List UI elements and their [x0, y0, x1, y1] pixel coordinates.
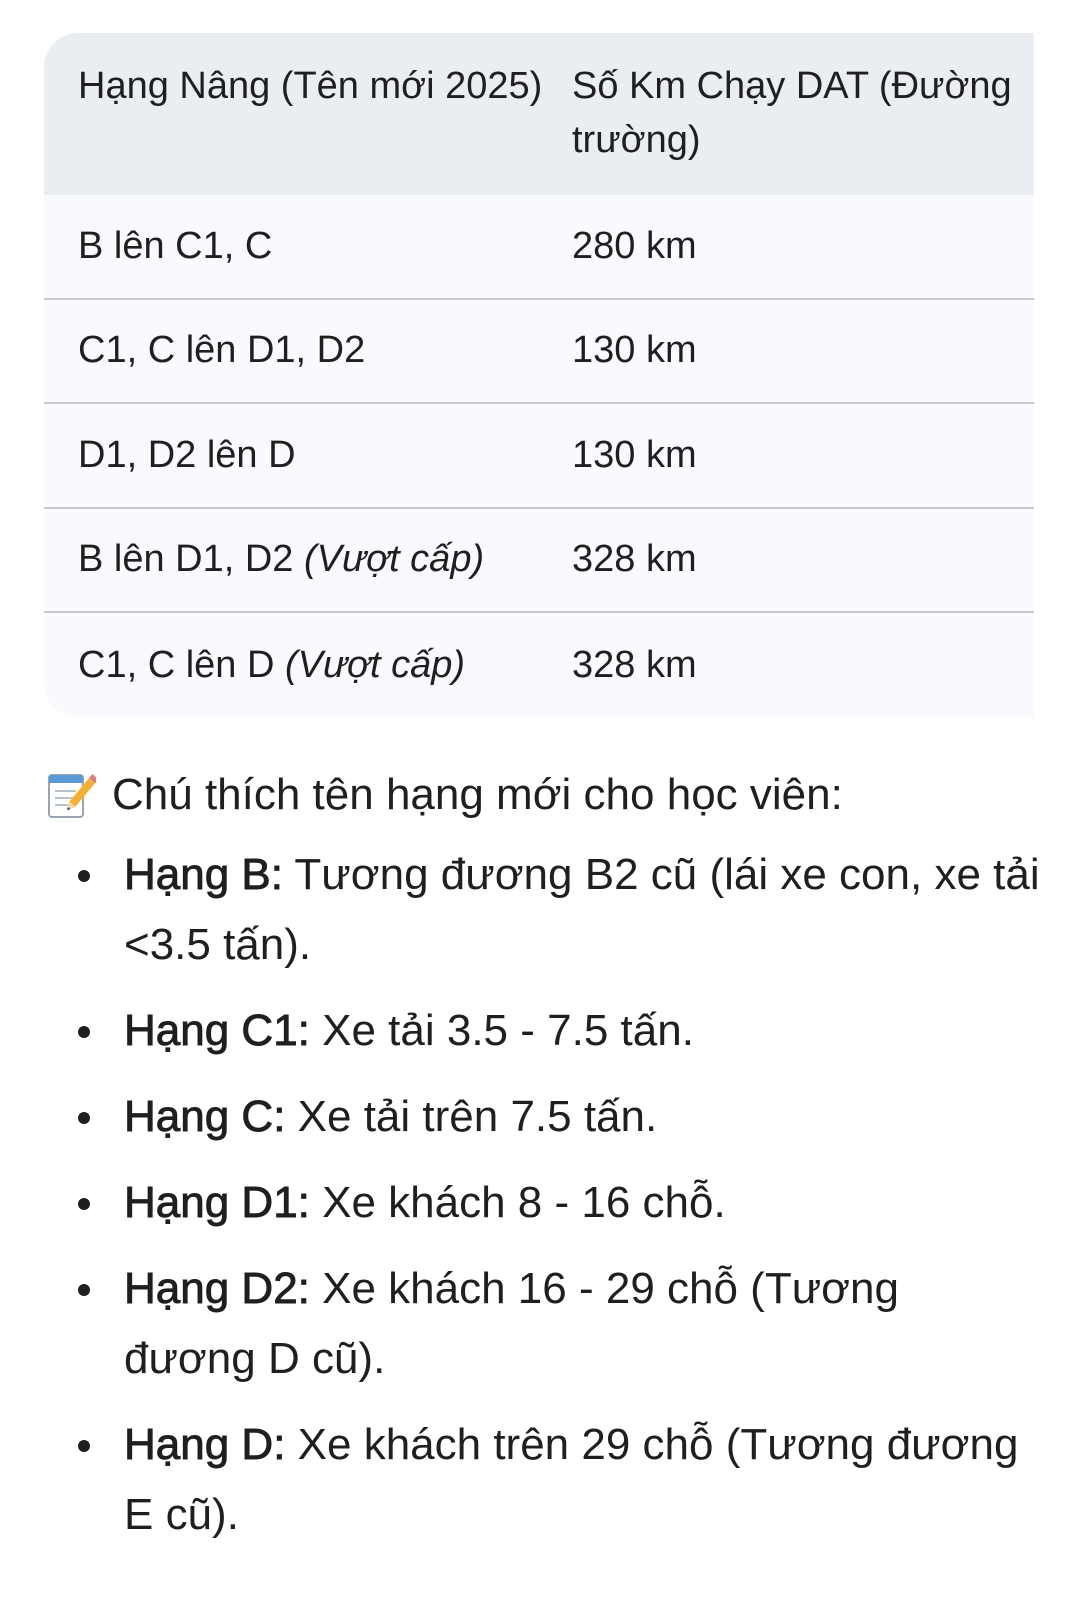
list-item [0, 840, 1080, 980]
list-item [0, 1082, 1080, 1152]
class-description: Xe tải 3.5 - 7.5 tấn. [322, 1006, 694, 1055]
upgrade-km-table [44, 33, 1034, 717]
cell-upgrade: C1, C lên D (Vượt cấp) [78, 643, 466, 686]
cell-km: 280 km [572, 224, 697, 267]
table-row [44, 195, 1034, 300]
cell-km: 130 km [572, 433, 697, 476]
class-term: Hạng C1: [124, 1006, 310, 1055]
skip-level-note: (Vượt cấp) [284, 643, 466, 686]
class-description: Xe khách trên 29 chỗ (Tương đương E cũ). [124, 1420, 1019, 1539]
class-term: Hạng D: [124, 1420, 286, 1469]
table-header-row [44, 33, 1034, 195]
table-row [44, 300, 1034, 405]
header-upgrade-class: Hạng Nâng (Tên mới 2025) [78, 65, 543, 107]
header-dat-km: Số Km Chạy DAT (Đường trường) [572, 65, 1012, 161]
skip-level-note: (Vượt cấp) [304, 538, 485, 581]
bullet-icon [78, 870, 90, 882]
bullet-icon [78, 1440, 90, 1452]
class-description: Tương đương B2 cũ (lái xe con, xe tải <3.5 tấn). [124, 850, 1040, 969]
cell-upgrade: B lên C1, C [78, 224, 273, 267]
table-row [44, 613, 1034, 717]
memo-icon [46, 769, 96, 821]
class-term: Hạng C: [124, 1092, 286, 1141]
cell-upgrade: C1, C lên D1, D2 [78, 329, 366, 372]
cell-upgrade: B lên D1, D2 (Vượt cấp) [78, 538, 485, 581]
list-item [0, 996, 1080, 1066]
class-legend-list [0, 840, 1080, 1566]
cell-km: 328 km [572, 643, 697, 686]
class-term: Hạng B: [124, 850, 283, 899]
class-description: Xe khách 16 - 29 chỗ (Tương đương D cũ). [124, 1264, 899, 1383]
bullet-icon [78, 1284, 90, 1296]
cell-km: 328 km [572, 538, 697, 581]
cell-upgrade: D1, D2 lên D [78, 433, 296, 476]
list-item [0, 1254, 1080, 1394]
bullet-icon [78, 1198, 90, 1210]
bullet-icon [78, 1026, 90, 1038]
class-description: Xe khách 8 - 16 chỗ. [322, 1178, 726, 1227]
legend-title-text: Chú thích tên hạng mới cho học viên: [112, 770, 843, 819]
class-term: Hạng D2: [124, 1264, 310, 1313]
bullet-icon [78, 1112, 90, 1124]
legend-heading [46, 760, 843, 830]
cell-km: 130 km [572, 329, 697, 372]
table-row [44, 404, 1034, 509]
class-description: Xe tải trên 7.5 tấn. [297, 1092, 658, 1141]
class-term: Hạng D1: [124, 1178, 310, 1227]
list-item [0, 1168, 1080, 1238]
list-item [0, 1410, 1080, 1550]
table-row [44, 509, 1034, 614]
